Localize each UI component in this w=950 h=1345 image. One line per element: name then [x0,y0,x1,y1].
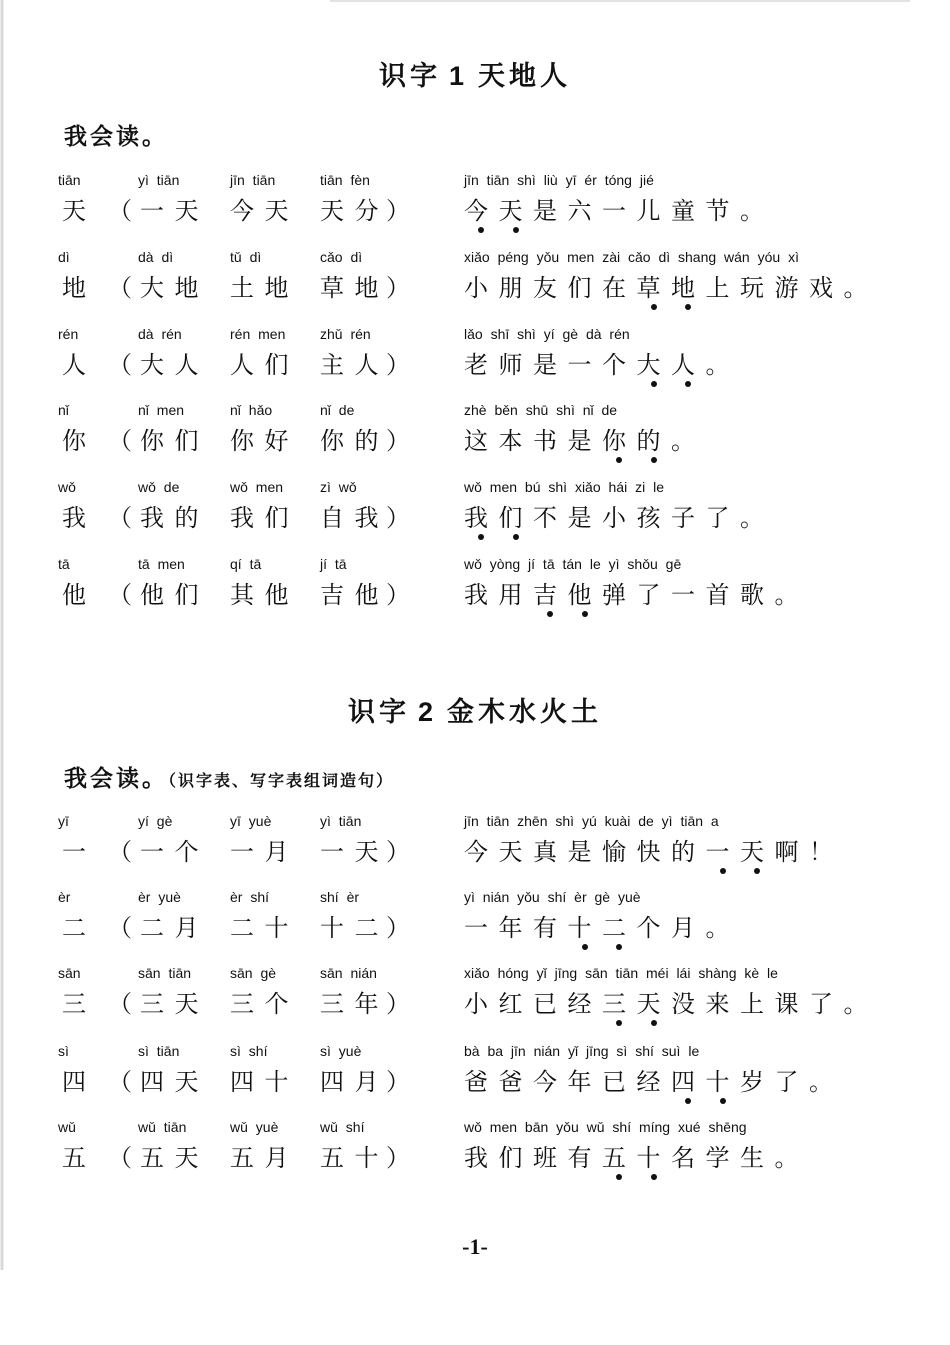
word-pinyin: wǔ shí [320,1119,365,1135]
word-pinyin: wǔ yuè [230,1119,279,1135]
close-paren: ） [386,504,421,532]
word: 自我 [320,504,389,532]
main-character: 地 [62,274,97,302]
word: 三年 [320,990,389,1018]
word: 我的 [140,504,209,532]
sentence-pinyin: xiǎo péng yǒu men zài cǎo dì shang wán yóu xì [464,249,799,265]
word-pinyin: èr yuè [138,889,181,905]
word-pinyin: nǐ de [320,402,355,418]
emphasis-dot [616,944,622,950]
word: 他们 [140,581,209,609]
word: 大地 [140,274,209,302]
lesson2-instruction-main: 我会读。 [64,766,168,792]
open-paren: （ [108,914,143,942]
entry-row [0,1043,950,1113]
emphasis-dot [685,381,691,387]
word: 吉他 [320,581,389,609]
main-character: 二 [62,914,97,942]
open-paren: （ [108,274,143,302]
word: 人们 [230,351,299,379]
main-character: 四 [62,1068,97,1096]
lesson1-title-text: 天地人 [478,61,572,92]
word-pinyin: sì tiān [138,1043,180,1059]
word-pinyin: wǒ de [138,479,180,495]
sentence-pinyin: jīn tiān zhēn shì yú kuài de yì tiān a [464,813,719,829]
emphasis-dot [616,1020,622,1026]
char-pinyin: nǐ [58,402,69,418]
main-character: 五 [62,1144,97,1172]
open-paren: （ [108,990,143,1018]
char-pinyin: wǒ [58,479,76,495]
example-sentence: 小红已经三天没来上课了。 [464,990,878,1018]
entry-row [0,965,950,1035]
sentence-pinyin: wǒ men bān yǒu wǔ shí míng xué shēng [464,1119,747,1135]
main-character: 人 [62,351,97,379]
word-pinyin: wǔ tiān [138,1119,187,1135]
close-paren: ） [386,351,421,379]
word-pinyin: nǐ men [138,402,185,418]
sentence-pinyin: jīn tiān shì liù yī ér tóng jié [464,172,654,188]
open-paren: （ [108,504,143,532]
open-paren: （ [108,581,143,609]
sentence-pinyin: wǒ yòng jí tā tán le yì shǒu gē [464,556,682,572]
word: 草地 [320,274,389,302]
example-sentence: 小朋友们在草地上玩游戏。 [464,274,878,302]
emphasis-dot [547,611,553,617]
entry-row [0,813,950,883]
entry-row [0,1119,950,1189]
emphasis-dot [651,1174,657,1180]
lesson2-instruction [64,760,394,793]
emphasis-dot [478,534,484,540]
example-sentence: 一年有十二个月。 [464,914,740,942]
word: 一个 [140,838,209,866]
lesson2-instruction-note: （识字表、写字表组词造句） [168,771,395,790]
emphasis-dot [616,457,622,463]
word: 三个 [230,990,299,1018]
main-character: 天 [62,197,97,225]
emphasis-dot [685,1098,691,1104]
word-pinyin: rén men [230,326,286,342]
word-pinyin: yí gè [138,813,173,829]
close-paren: ） [386,1068,421,1096]
sentence-pinyin: lǎo shī shì yí gè dà rén [464,326,630,342]
lesson2-title-prefix: 识字 [347,697,410,728]
open-paren: （ [108,1068,143,1096]
word: 一月 [230,838,299,866]
word-pinyin: yì tiān [320,813,362,829]
char-pinyin: rén [58,326,79,342]
main-character: 一 [62,838,97,866]
open-paren: （ [108,1144,143,1172]
word: 五天 [140,1144,209,1172]
lesson2-title [0,690,950,729]
word: 大人 [140,351,209,379]
example-sentence: 我用吉他弹了一首歌。 [464,581,809,609]
emphasis-dot [513,227,519,233]
word: 五月 [230,1144,299,1172]
char-pinyin: sān [58,965,81,981]
emphasis-dot [616,1174,622,1180]
close-paren: ） [386,914,421,942]
entry-row [0,402,950,472]
word-pinyin: qí tā [230,556,262,572]
word: 二月 [140,914,209,942]
word-pinyin: tā men [138,556,185,572]
lesson1-title [0,54,950,93]
word: 你好 [230,427,299,455]
emphasis-dot [685,304,691,310]
entry-row [0,556,950,626]
word: 天分 [320,197,389,225]
lesson1-title-number: 1 [448,61,465,91]
open-paren: （ [108,838,143,866]
word: 你们 [140,427,209,455]
word: 其他 [230,581,299,609]
emphasis-dot [651,304,657,310]
emphasis-dot [582,611,588,617]
word-pinyin: sān gè [230,965,277,981]
close-paren: ） [386,427,421,455]
word: 十二 [320,914,389,942]
word-pinyin: jí tā [320,556,347,572]
lesson2-title-text: 金木水火土 [447,697,603,728]
word: 三天 [140,990,209,1018]
word-pinyin: sān nián [320,965,377,981]
word-pinyin: shí èr [320,889,360,905]
word-pinyin: sì shí [230,1043,268,1059]
sentence-pinyin: yì nián yǒu shí èr gè yuè [464,889,641,905]
close-paren: ） [386,1144,421,1172]
word: 主人 [320,351,389,379]
word: 四月 [320,1068,389,1096]
word: 五十 [320,1144,389,1172]
char-pinyin: yī [58,813,69,829]
close-paren: ） [386,990,421,1018]
example-sentence: 爸爸今年已经四十岁了。 [464,1068,844,1096]
word-pinyin: cǎo dì [320,249,363,265]
char-pinyin: tā [58,556,70,572]
word-pinyin: wǒ men [230,479,284,495]
entry-row [0,172,950,242]
word-pinyin: zì wǒ [320,479,357,495]
entry-row [0,326,950,396]
open-paren: （ [108,351,143,379]
word-pinyin: zhǔ rén [320,326,371,342]
close-paren: ） [386,581,421,609]
close-paren: ） [386,197,421,225]
word-pinyin: sān tiān [138,965,192,981]
example-sentence: 今天真是愉快的一天啊！ [464,838,844,866]
entry-row [0,249,950,319]
example-sentence: 这本书是你的。 [464,427,706,455]
example-sentence: 我们班有五十名学生。 [464,1144,809,1172]
main-character: 我 [62,504,97,532]
example-sentence: 老师是一个大人。 [464,351,740,379]
word-pinyin: èr shí [230,889,270,905]
word-pinyin: jīn tiān [230,172,276,188]
word: 你的 [320,427,389,455]
word-pinyin: dà dì [138,249,174,265]
word: 我们 [230,504,299,532]
char-pinyin: dì [58,249,70,265]
word: 一天 [140,197,209,225]
emphasis-dot [651,457,657,463]
main-character: 你 [62,427,97,455]
sentence-pinyin: xiǎo hóng yǐ jīng sān tiān méi lái shàng kè le [464,965,778,981]
word-pinyin: yī yuè [230,813,272,829]
char-pinyin: sì [58,1043,69,1059]
example-sentence: 我们不是小孩子了。 [464,504,775,532]
close-paren: ） [386,838,421,866]
main-character: 他 [62,581,97,609]
lesson2-title-number: 2 [417,697,434,727]
char-pinyin: tiān [58,172,81,188]
word: 今天 [230,197,299,225]
emphasis-dot [478,227,484,233]
sentence-pinyin: zhè běn shū shì nǐ de [464,402,618,418]
word: 四十 [230,1068,299,1096]
char-pinyin: èr [58,889,71,905]
word: 土地 [230,274,299,302]
emphasis-dot [720,1098,726,1104]
lesson1-title-prefix: 识字 [378,61,441,92]
emphasis-dot [651,1020,657,1026]
open-paren: （ [108,427,143,455]
open-paren: （ [108,197,143,225]
emphasis-dot [513,534,519,540]
entry-row [0,479,950,549]
emphasis-dot [720,868,726,874]
word: 四天 [140,1068,209,1096]
word-pinyin: tǔ dì [230,249,262,265]
emphasis-dot [582,944,588,950]
entry-row [0,889,950,959]
example-sentence: 今天是六一儿童节。 [464,197,775,225]
sentence-pinyin: bà ba jīn nián yǐ jīng sì shí suì le [464,1043,700,1059]
word-pinyin: tiān fèn [320,172,370,188]
word-pinyin: dà rén [138,326,182,342]
page-number: -1- [462,1234,488,1259]
close-paren: ） [386,274,421,302]
word-pinyin: sì yuè [320,1043,362,1059]
word: 一天 [320,838,389,866]
emphasis-dot [651,381,657,387]
lesson1-instruction: 我会读。 [64,124,168,150]
emphasis-dot [754,868,760,874]
sentence-pinyin: wǒ men bú shì xiǎo hái zi le [464,479,664,495]
char-pinyin: wǔ [58,1119,76,1135]
main-character: 三 [62,990,97,1018]
word-pinyin: nǐ hǎo [230,402,273,418]
word-pinyin: yì tiān [138,172,180,188]
word: 二十 [230,914,299,942]
